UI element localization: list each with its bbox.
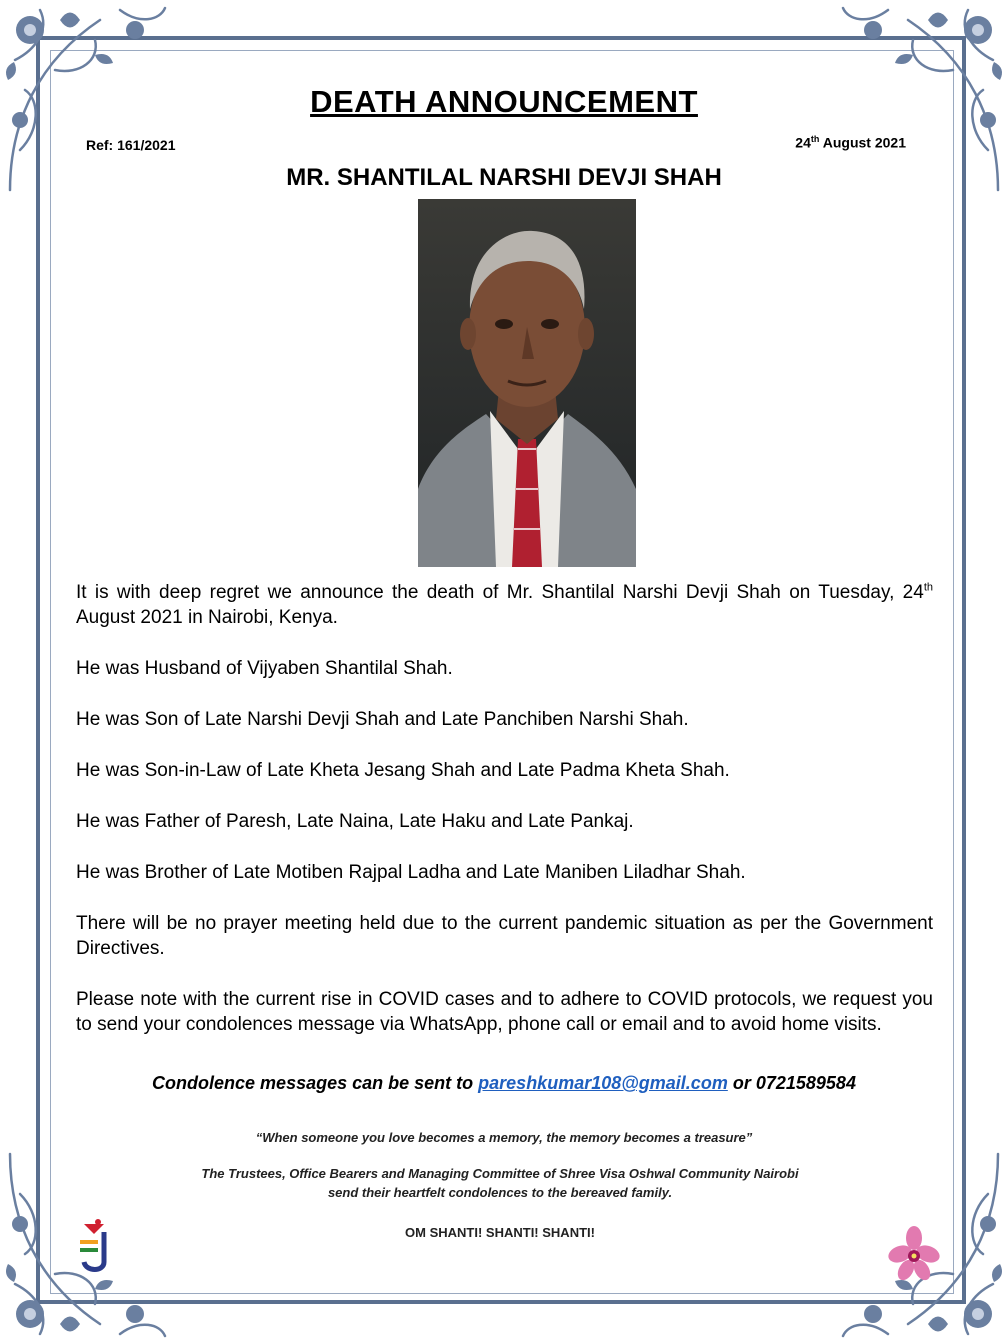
reference-number: Ref: 161/2021 bbox=[86, 137, 176, 153]
paragraph-death-notice: It is with deep regret we announce the death of Mr. Shantilal Narshi Devji Shah on Tuesday, 24th August 2021 in Nairobi, Kenya. bbox=[76, 581, 933, 628]
memorial-quote: “When someone you love becomes a memory, the memory becomes a treasure” bbox=[255, 1130, 753, 1145]
announcement-date: 24th August 2021 bbox=[795, 134, 906, 151]
paragraph-children: He was Father of Paresh, Late Naina, Late Haku and Late Pankaj. bbox=[76, 811, 634, 832]
community-logo-icon bbox=[78, 1218, 118, 1278]
orchid-flower-icon bbox=[888, 1226, 940, 1282]
paragraph-prayer-meeting: There will be no prayer meeting held due to the current pandemic situation as per the Government Directives. bbox=[76, 913, 933, 959]
phone-number: 0721589584 bbox=[755, 1073, 856, 1093]
portrait-photo bbox=[418, 199, 636, 567]
deceased-name: MR. SHANTILAL NARSHI DEVJI SHAH bbox=[286, 164, 722, 191]
om-shanti-text: OM SHANTI! SHANTI! SHANTI! bbox=[405, 1225, 595, 1240]
paragraph-covid-note: Please note with the current rise in COVID cases and to adhere to COVID protocols, we request you to send your condolences message via WhatsApp, phone call or email and to avoid home visits. bbox=[76, 989, 933, 1035]
trustees-line-2: send their heartfelt condolences to the bereaved family. bbox=[327, 1185, 673, 1200]
contact-or: or bbox=[727, 1073, 756, 1093]
paragraph-parents: He was Son of Late Narshi Devji Shah and Late Panchiben Narshi Shah. bbox=[76, 709, 689, 730]
trustees-line-1: The Trustees, Office Bearers and Managing Committee of Shree Visa Oshwal Community Nairobi bbox=[201, 1166, 799, 1181]
paragraph-spouse: He was Husband of Vijyaben Shantilal Shah. bbox=[76, 658, 453, 679]
trustees-message bbox=[0, 1164, 1000, 1202]
announcement-body bbox=[76, 580, 933, 1063]
contact-lead: Condolence messages can be sent to bbox=[152, 1073, 479, 1093]
paragraph-in-laws: He was Son-in-Law of Late Kheta Jesang Shah and Late Padma Kheta Shah. bbox=[76, 760, 730, 781]
paragraph-siblings: He was Brother of Late Motiben Rajpal Ladha and Late Maniben Liladhar Shah. bbox=[76, 862, 746, 883]
page-title: DEATH ANNOUNCEMENT bbox=[310, 84, 698, 119]
email-link[interactable]: pareshkumar108@gmail.com bbox=[478, 1073, 728, 1093]
condolence-contact bbox=[0, 1073, 1008, 1094]
